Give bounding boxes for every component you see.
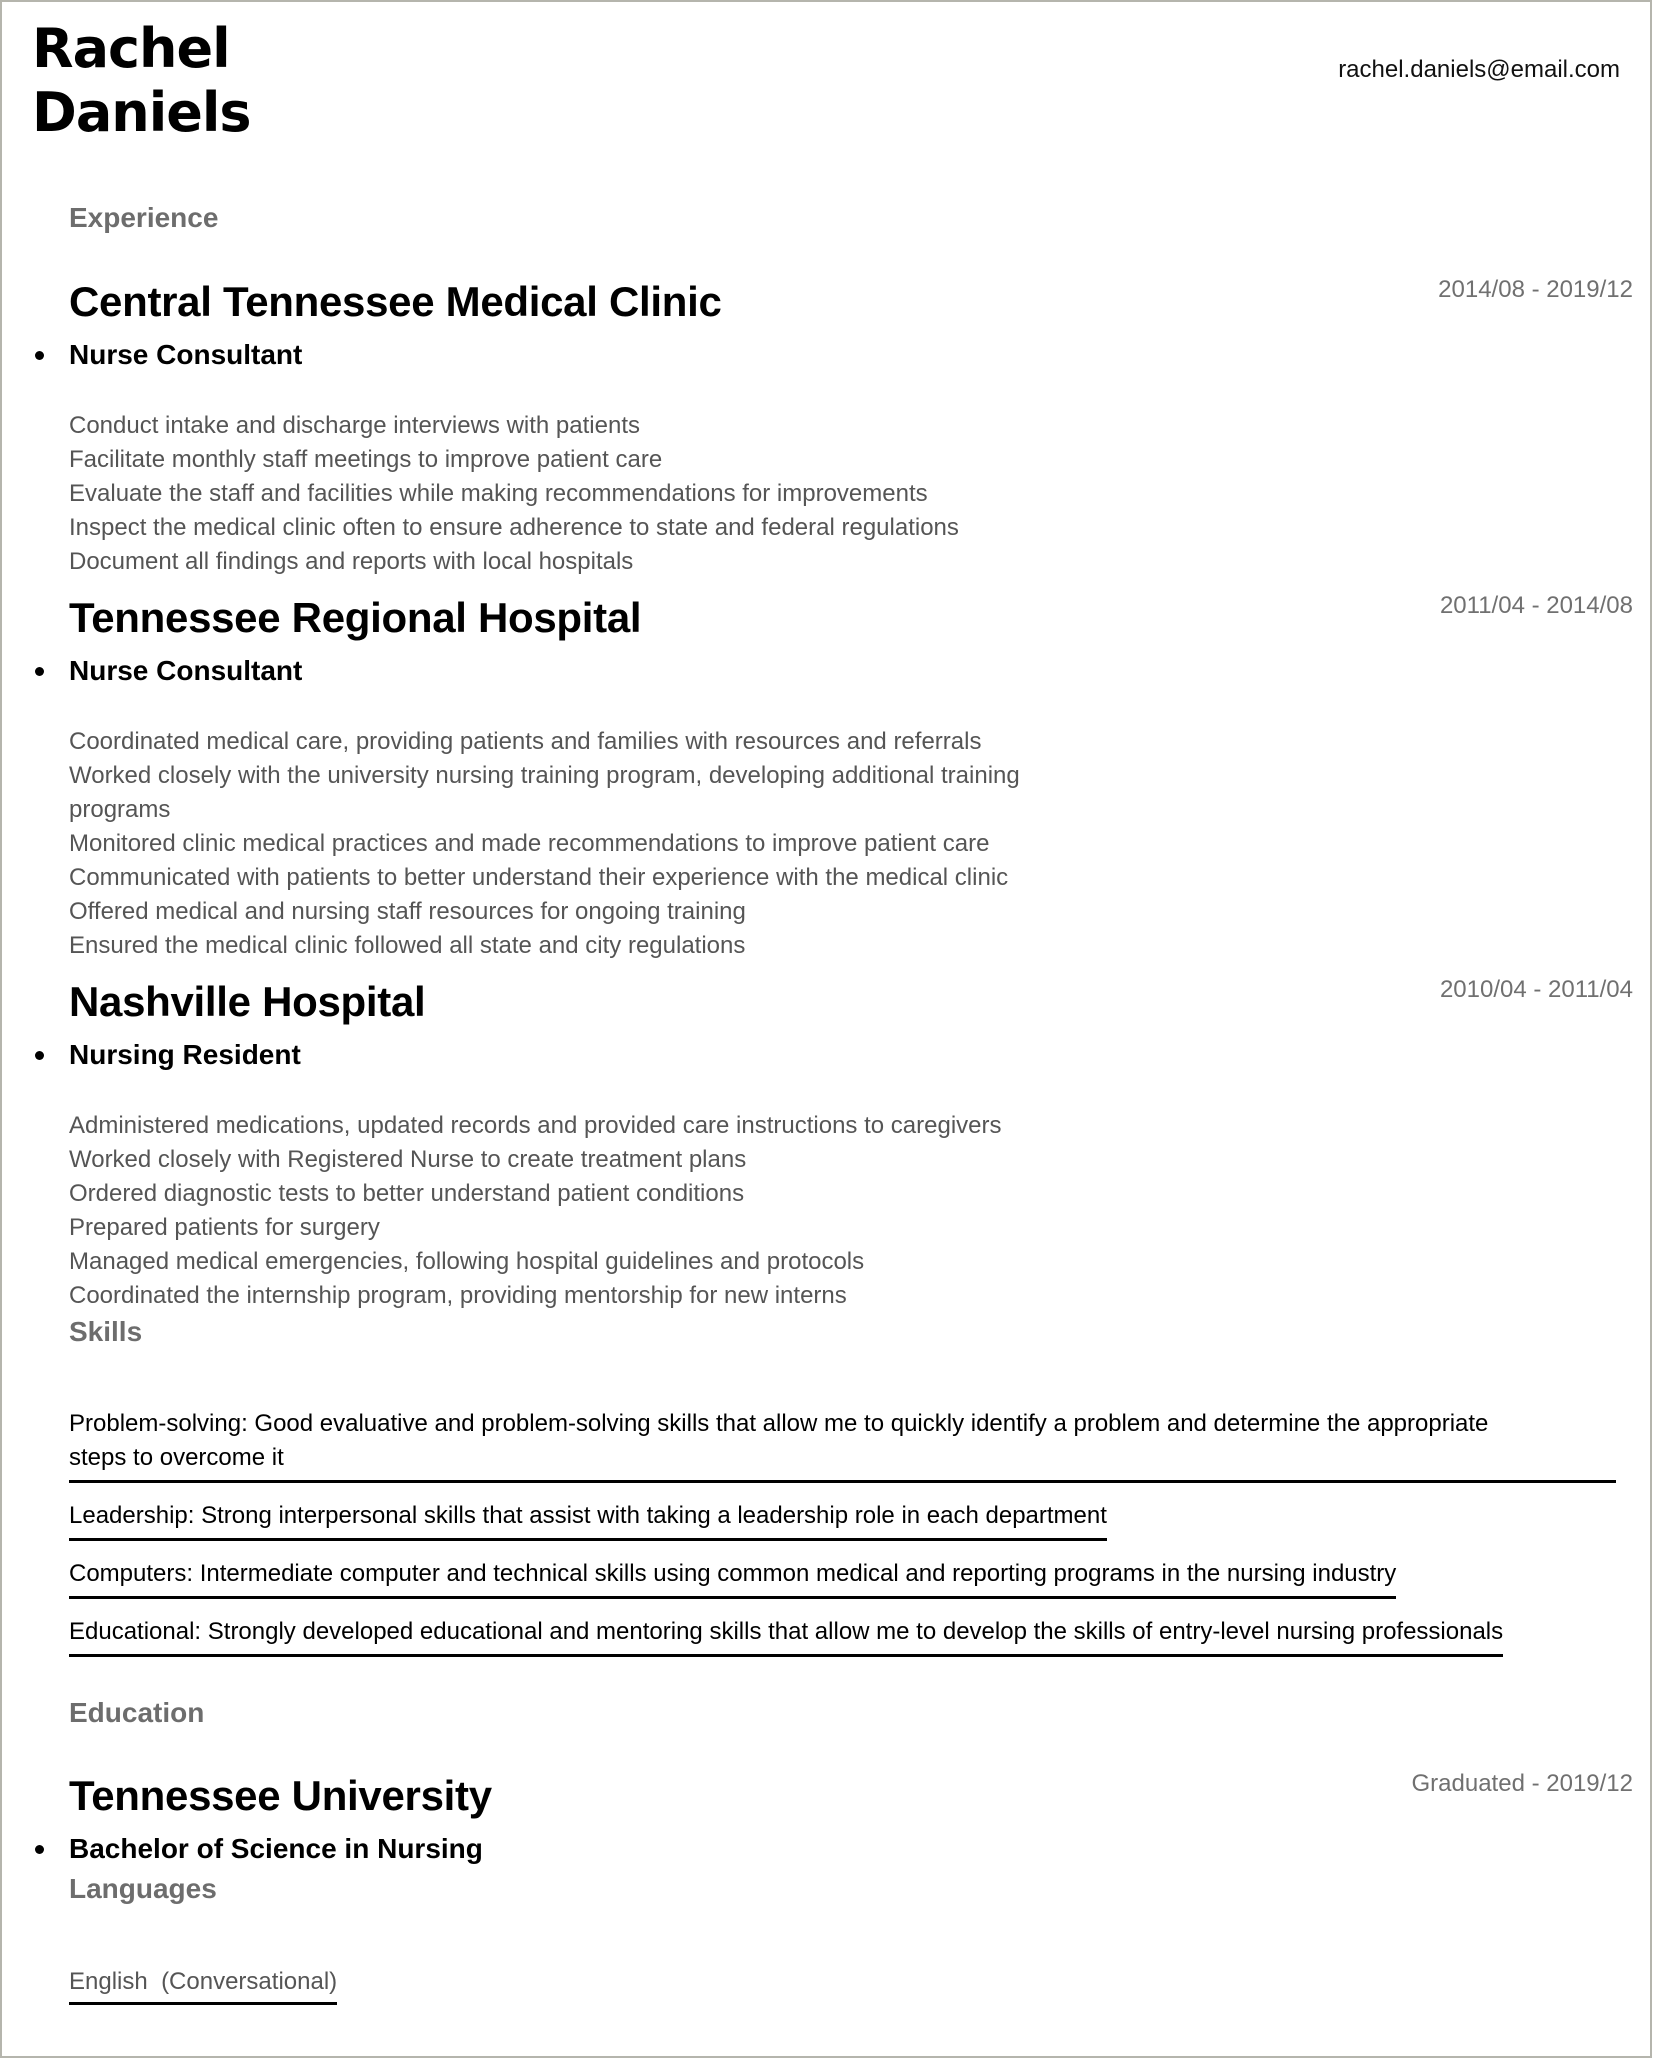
bullet-icon	[35, 1845, 44, 1854]
degree-label: Bachelor of Science in Nursing	[69, 1833, 483, 1864]
job-role-label: Nurse Consultant	[69, 339, 303, 370]
duty-item: Managed medical emergencies, following hospital guidelines and protocols	[69, 1248, 865, 1275]
bullet-icon	[35, 1051, 44, 1060]
language-item	[69, 1968, 337, 2005]
duty-item: Evaluate the staff and facilities while making recommendations for improvements	[69, 480, 928, 507]
duty-item: programs	[69, 796, 171, 823]
skill-text: Problem-solving: Good evaluative and problem-solving skills that allow me to quickly identify a problem and determine the appropriate	[69, 1410, 1489, 1437]
job-role	[69, 655, 302, 687]
duty-item: Monitored clinic medical practices and made recommendations to improve patient care	[69, 830, 990, 857]
language-level: (Conversational)	[161, 1968, 338, 1995]
email-link[interactable]: rachel.daniels@email.com	[1338, 56, 1620, 83]
education-dates: Graduated - 2019/12	[1411, 1770, 1633, 1797]
experience-heading: Experience	[69, 202, 219, 233]
skill-item: Educational: Strongly developed educational and mentoring skills that allow me to develop the skills of entry-level nursing professionals	[69, 1615, 1503, 1657]
job-duties	[69, 1109, 1001, 1313]
bullet-icon	[35, 351, 44, 360]
school-name: Tennessee University	[69, 1772, 492, 1819]
language-name: English	[69, 1968, 148, 1995]
skill-item	[69, 1407, 1616, 1483]
last-name: Daniels	[32, 81, 251, 144]
duty-item: Conduct intake and discharge interviews with patients	[69, 412, 640, 439]
job-dates: 2011/04 - 2014/08	[1439, 592, 1633, 619]
employer-name: Nashville Hospital	[69, 978, 426, 1025]
job-dates: 2010/04 - 2011/04	[1439, 976, 1633, 1003]
employer-name: Tennessee Regional Hospital	[69, 594, 642, 641]
bullet-icon	[35, 667, 44, 676]
job-duties	[69, 725, 1020, 963]
employer-name: Central Tennessee Medical Clinic	[69, 278, 722, 325]
job-dates: 2014/08 - 2019/12	[1438, 276, 1633, 303]
job-duties	[69, 409, 959, 579]
skill-item: Computers: Intermediate computer and technical skills using common medical and reporting programs in the nursing industry	[69, 1557, 1396, 1599]
languages-heading: Languages	[69, 1873, 217, 1904]
duty-item: Coordinated medical care, providing patients and families with resources and referrals	[69, 728, 982, 755]
duty-item: Coordinated the internship program, providing mentorship for new interns	[69, 1282, 847, 1309]
duty-item: Offered medical and nursing staff resources for ongoing training	[69, 898, 746, 925]
duty-item: Ordered diagnostic tests to better understand patient conditions	[69, 1180, 745, 1207]
education-heading: Education	[69, 1697, 205, 1728]
duty-item: Document all findings and reports with local hospitals	[69, 548, 634, 575]
job-role-label: Nursing Resident	[69, 1039, 301, 1070]
degree	[69, 1833, 483, 1865]
job-role-label: Nurse Consultant	[69, 655, 303, 686]
skill-text: steps to overcome it	[69, 1444, 284, 1471]
job-role	[69, 1039, 301, 1071]
job-role	[69, 339, 302, 371]
duty-item: Inspect the medical clinic often to ensure adherence to state and federal regulations	[69, 514, 959, 541]
first-name: Rachel	[32, 17, 230, 80]
duty-item: Ensured the medical clinic followed all state and city regulations	[69, 932, 746, 959]
duty-item: Prepared patients for surgery	[69, 1214, 380, 1241]
skill-item: Leadership: Strong interpersonal skills that assist with taking a leadership role in each department	[69, 1499, 1107, 1541]
duty-item: Communicated with patients to better understand their experience with the medical clinic	[69, 864, 1009, 891]
skills-heading: Skills	[69, 1316, 143, 1347]
duty-item: Worked closely with the university nursing training program, developing additional training	[69, 762, 1020, 789]
duty-item: Administered medications, updated records and provided care instructions to caregivers	[69, 1112, 1002, 1139]
duty-item: Worked closely with Registered Nurse to create treatment plans	[69, 1146, 747, 1173]
duty-item: Facilitate monthly staff meetings to improve patient care	[69, 446, 663, 473]
